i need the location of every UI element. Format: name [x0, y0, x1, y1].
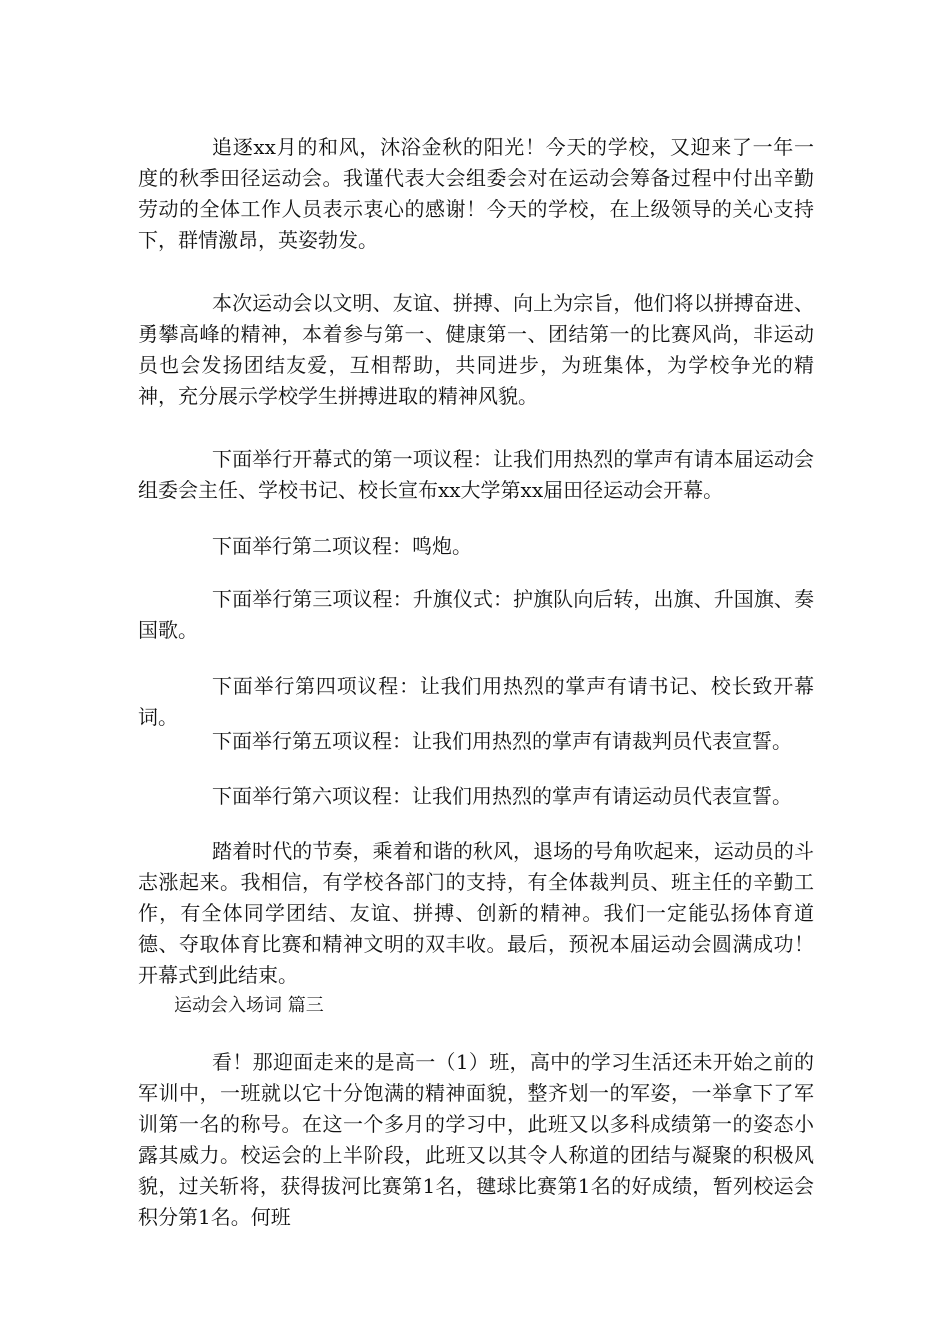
- paragraph-agenda-1: 下面举行开幕式的第一项议程：让我们用热烈的掌声有请本届运动会组委会主任、学校书记、校长宣布xx大学第xx届田径运动会开幕。: [138, 447, 814, 502]
- paragraph-entrance: 看！那迎面走来的是高一（1）班，高中的学习生活还未开始之前的军训中，一班就以它十分饱满的精神面貌，整齐划一的军姿，一举拿下了军训第一名的称号。在这一个多月的学习中，此班又以多科成绩第一的姿态小露其威力。校运会的上半阶段，此班又以其令人称道的团结与凝聚的积极风貌，过关斩将，获得拔河比赛第1名，毽球比赛第1名的好成绩，暂列校运会积分第1名。何班: [138, 1050, 814, 1229]
- paragraph-opening: 追逐xx月的和风，沐浴金秋的阳光！今天的学校，又迎来了一年一度的秋季田径运动会。我谨代表大会组委会对在运动会筹备过程中付出辛勤劳动的全体工作人员表示衷心的感谢！今天的学校，在上级领导的关心支持下，群情激昂，英姿勃发。: [138, 135, 814, 252]
- paragraph-agenda-2: 下面举行第二项议程：鸣炮。: [212, 534, 472, 558]
- paragraph-purpose: 本次运动会以文明、友谊、拼搏、向上为宗旨，他们将以拼搏奋进、勇攀高峰的精神，本着参与第一、健康第一、团结第一的比赛风尚，非运动员也会发扬团结友爱，互相帮助，共同进步，为班集体，为学校争光的精神，充分展示学校学生拼搏进取的精神风貌。: [138, 291, 814, 408]
- paragraph-agenda-3: 下面举行第三项议程：升旗仪式：护旗队向后转，出旗、升国旗、奏国歌。: [138, 587, 814, 642]
- paragraph-agenda-4: 下面举行第四项议程：让我们用热烈的掌声有请书记、校长致开幕词。: [138, 674, 814, 729]
- section-heading: 运动会入场词 篇三: [174, 995, 324, 1016]
- paragraph-agenda-6: 下面举行第六项议程：让我们用热烈的掌声有请运动员代表宣誓。: [212, 784, 792, 808]
- paragraph-agenda-5: 下面举行第五项议程：让我们用热烈的掌声有请裁判员代表宣誓。: [212, 729, 792, 753]
- paragraph-closing: 踏着时代的节奏，乘着和谐的秋风，退场的号角吹起来，运动员的斗志涨起来。我相信，有学校各部门的支持，有全体裁判员、班主任的辛勤工作，有全体同学团结、友谊、拼搏、创新的精神。我们一定能弘扬体育道德、夺取体育比赛和精神文明的双丰收。最后，预祝本届运动会圆满成功！开幕式到此结束。: [138, 839, 814, 987]
